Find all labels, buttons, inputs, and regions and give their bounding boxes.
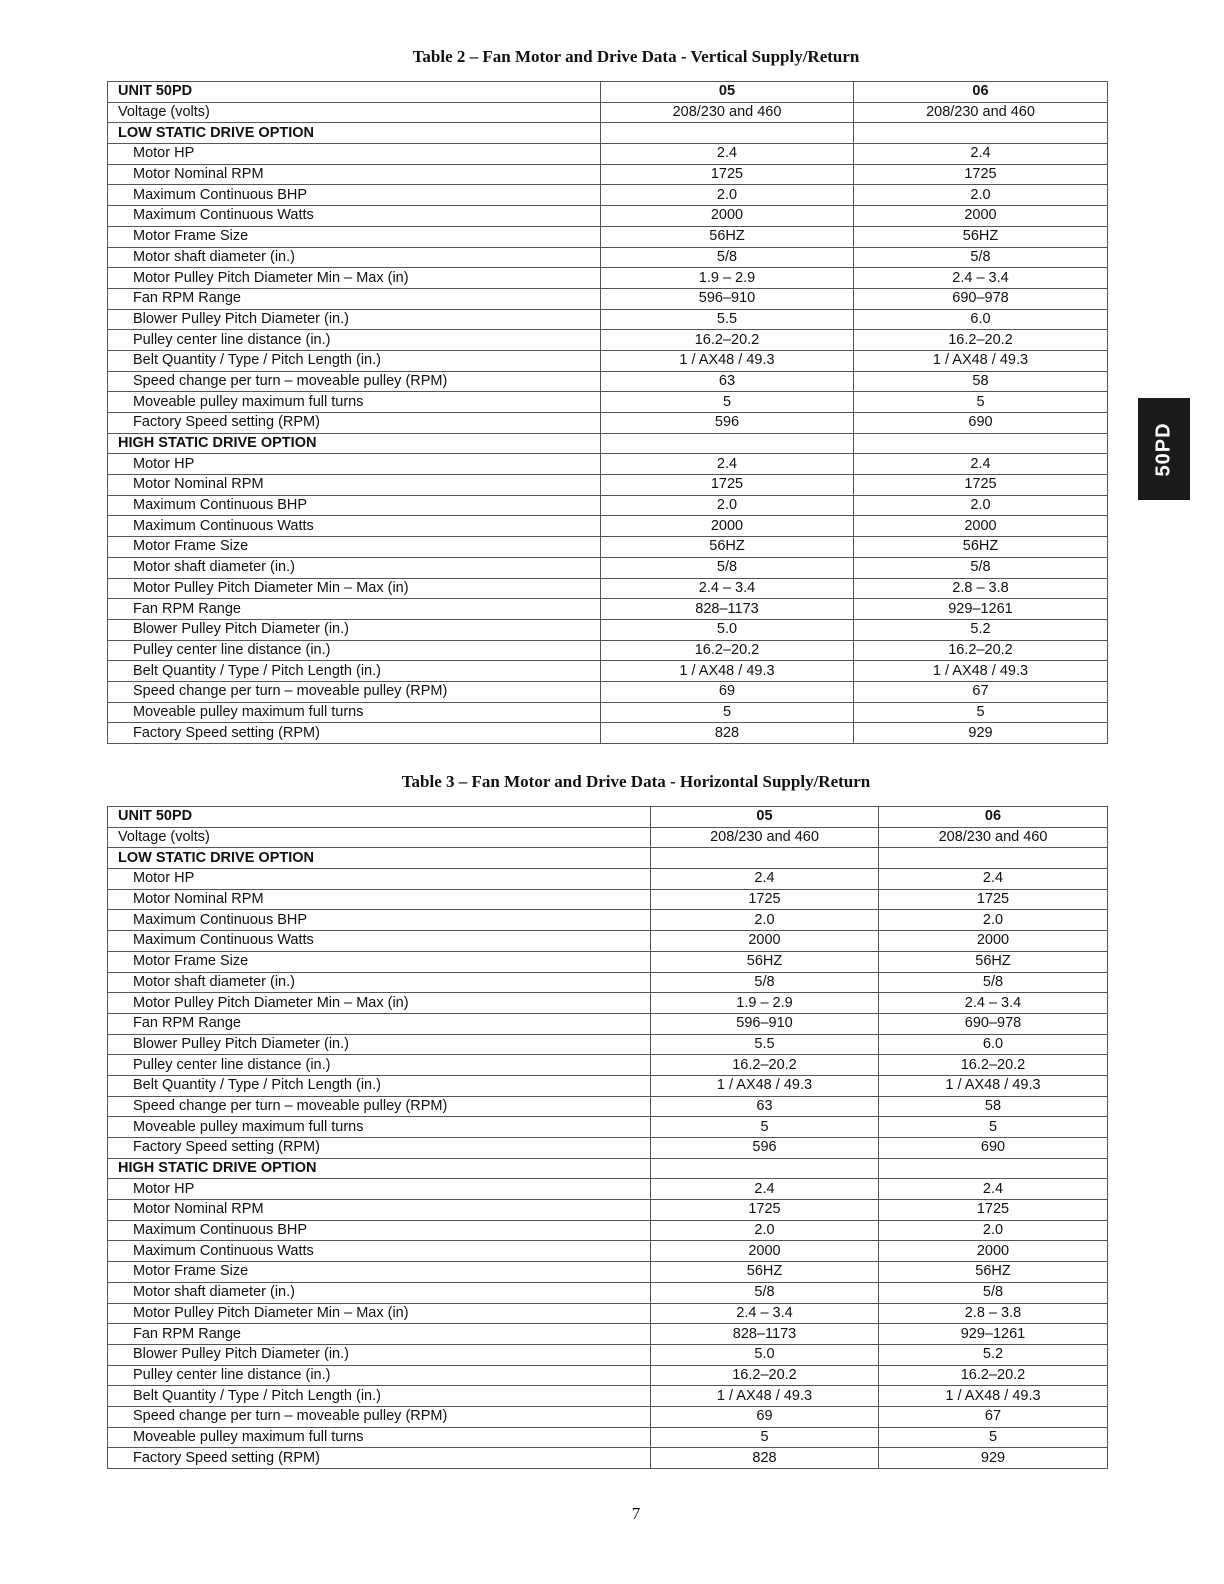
table-row — [108, 1179, 1108, 1200]
header-unit-cell: UNIT 50PD — [108, 82, 601, 103]
row-value-05: 56HZ — [601, 537, 854, 558]
row-value-06: 5 — [879, 1427, 1108, 1448]
table-row — [108, 330, 1108, 351]
row-value-05: 596–910 — [651, 1013, 879, 1034]
row-value-06: 2.4 — [854, 454, 1108, 475]
row-value-06: 2000 — [879, 1241, 1108, 1262]
table-2-title: Table 2 – Fan Motor and Drive Data - Vertical Supply/Return — [412, 47, 860, 66]
table-row — [108, 1282, 1108, 1303]
row-label: Motor Nominal RPM — [108, 1200, 651, 1221]
row-value-06: 2.4 – 3.4 — [854, 268, 1108, 289]
row-label: Pulley center line distance (in.) — [108, 1055, 651, 1076]
section-blank-06 — [854, 433, 1108, 454]
row-value-05: 1.9 – 2.9 — [651, 993, 879, 1014]
table-header-row — [108, 82, 1108, 103]
row-label: Motor HP — [108, 869, 651, 890]
row-value-05: 1 / AX48 / 49.3 — [601, 661, 854, 682]
row-label: Belt Quantity / Type / Pitch Length (in.) — [108, 1075, 651, 1096]
row-label: Motor HP — [108, 144, 601, 165]
row-value-05: 1725 — [651, 1200, 879, 1221]
table-2-vertical — [107, 81, 1108, 744]
side-tab-label: 50PD — [1152, 421, 1175, 477]
table-row — [108, 495, 1108, 516]
row-value-05: 16.2–20.2 — [601, 640, 854, 661]
row-value-06: 1725 — [854, 475, 1108, 496]
row-label: Moveable pulley maximum full turns — [108, 1427, 651, 1448]
row-value-05: 16.2–20.2 — [651, 1365, 879, 1386]
row-label: Motor shaft diameter (in.) — [108, 557, 601, 578]
row-label: Maximum Continuous Watts — [108, 931, 651, 952]
row-value-05: 1 / AX48 / 49.3 — [601, 350, 854, 371]
row-label: Motor Nominal RPM — [108, 475, 601, 496]
row-label: Blower Pulley Pitch Diameter (in.) — [108, 1344, 651, 1365]
row-value-05: 16.2–20.2 — [601, 330, 854, 351]
row-value-06: 2000 — [879, 931, 1108, 952]
table-row — [108, 1055, 1108, 1076]
row-value-05: 69 — [601, 681, 854, 702]
section-header-row — [108, 433, 1108, 454]
row-value-05: 2.4 – 3.4 — [601, 578, 854, 599]
row-value-06: 1 / AX48 / 49.3 — [879, 1386, 1108, 1407]
row-label: Fan RPM Range — [108, 288, 601, 309]
row-value-05: 5 — [601, 392, 854, 413]
row-value-05: 2.0 — [651, 1220, 879, 1241]
table-row — [108, 1117, 1108, 1138]
section-blank-06 — [854, 123, 1108, 144]
voltage-value-06: 208/230 and 460 — [854, 102, 1108, 123]
row-label: Moveable pulley maximum full turns — [108, 392, 601, 413]
row-label: Pulley center line distance (in.) — [108, 1365, 651, 1386]
voltage-label: Voltage (volts) — [108, 827, 651, 848]
row-label: Motor HP — [108, 454, 601, 475]
table-row — [108, 144, 1108, 165]
header-col-06: 06 — [854, 82, 1108, 103]
table-row — [108, 1303, 1108, 1324]
row-value-06: 16.2–20.2 — [854, 640, 1108, 661]
row-value-06: 5.2 — [879, 1344, 1108, 1365]
table-header-row — [108, 807, 1108, 828]
row-value-05: 2.4 — [601, 454, 854, 475]
table-row — [108, 1448, 1108, 1469]
table-row — [108, 951, 1108, 972]
row-value-05: 56HZ — [651, 1262, 879, 1283]
section-title: HIGH STATIC DRIVE OPTION — [108, 433, 601, 454]
row-value-05: 2.0 — [601, 495, 854, 516]
table-row — [108, 226, 1108, 247]
row-value-05: 1725 — [601, 475, 854, 496]
table-row — [108, 309, 1108, 330]
row-value-06: 2.8 – 3.8 — [854, 578, 1108, 599]
table-row — [108, 1427, 1108, 1448]
row-value-05: 1 / AX48 / 49.3 — [651, 1075, 879, 1096]
table-row — [108, 972, 1108, 993]
row-value-05: 2.4 — [651, 1179, 879, 1200]
section-title: LOW STATIC DRIVE OPTION — [108, 848, 651, 869]
row-value-05: 2000 — [601, 516, 854, 537]
row-label: Motor shaft diameter (in.) — [108, 1282, 651, 1303]
row-value-06: 2.4 — [879, 869, 1108, 890]
table-row — [108, 1138, 1108, 1159]
row-value-06: 2000 — [854, 206, 1108, 227]
row-label: Fan RPM Range — [108, 1013, 651, 1034]
header-col-05: 05 — [601, 82, 854, 103]
table-row — [108, 910, 1108, 931]
row-label: Belt Quantity / Type / Pitch Length (in.) — [108, 350, 601, 371]
row-value-05: 63 — [651, 1096, 879, 1117]
section-header-row — [108, 848, 1108, 869]
row-value-06: 56HZ — [854, 537, 1108, 558]
row-value-05: 2.0 — [651, 910, 879, 931]
row-label: Motor Pulley Pitch Diameter Min – Max (in) — [108, 578, 601, 599]
row-value-06: 5.2 — [854, 619, 1108, 640]
row-label: Maximum Continuous Watts — [108, 206, 601, 227]
table-row — [108, 1013, 1108, 1034]
table-row — [108, 413, 1108, 434]
row-label: Motor Pulley Pitch Diameter Min – Max (in) — [108, 993, 651, 1014]
voltage-row — [108, 102, 1108, 123]
row-value-05: 2000 — [601, 206, 854, 227]
table-row — [108, 288, 1108, 309]
row-value-05: 56HZ — [601, 226, 854, 247]
row-label: Motor Pulley Pitch Diameter Min – Max (in) — [108, 268, 601, 289]
table-row — [108, 206, 1108, 227]
row-value-06: 67 — [879, 1406, 1108, 1427]
row-value-06: 5/8 — [879, 1282, 1108, 1303]
row-value-05: 5/8 — [651, 972, 879, 993]
row-value-05: 1725 — [601, 164, 854, 185]
section-blank-06 — [879, 1158, 1108, 1179]
row-label: Blower Pulley Pitch Diameter (in.) — [108, 309, 601, 330]
row-value-05: 596–910 — [601, 288, 854, 309]
row-value-06: 1725 — [854, 164, 1108, 185]
row-label: Maximum Continuous BHP — [108, 1220, 651, 1241]
row-value-05: 5 — [601, 702, 854, 723]
row-label: Speed change per turn – moveable pulley (RPM) — [108, 681, 601, 702]
row-value-06: 6.0 — [854, 309, 1108, 330]
row-value-05: 2.4 — [601, 144, 854, 165]
row-value-06: 2000 — [854, 516, 1108, 537]
row-label: Maximum Continuous BHP — [108, 910, 651, 931]
row-value-06: 929 — [879, 1448, 1108, 1469]
row-label: Motor Nominal RPM — [108, 889, 651, 910]
section-blank-05 — [651, 1158, 879, 1179]
row-label: Pulley center line distance (in.) — [108, 640, 601, 661]
row-value-06: 16.2–20.2 — [879, 1055, 1108, 1076]
row-value-06: 5 — [879, 1117, 1108, 1138]
section-title: LOW STATIC DRIVE OPTION — [108, 123, 601, 144]
row-value-06: 690–978 — [854, 288, 1108, 309]
row-value-06: 2.0 — [879, 1220, 1108, 1241]
table-row — [108, 1262, 1108, 1283]
row-label: Motor Frame Size — [108, 1262, 651, 1283]
row-value-05: 828–1173 — [651, 1324, 879, 1345]
voltage-value-05: 208/230 and 460 — [651, 827, 879, 848]
row-label: Pulley center line distance (in.) — [108, 330, 601, 351]
row-label: Speed change per turn – moveable pulley (RPM) — [108, 1406, 651, 1427]
row-value-06: 1 / AX48 / 49.3 — [854, 350, 1108, 371]
row-label: Speed change per turn – moveable pulley (RPM) — [108, 1096, 651, 1117]
row-value-06: 56HZ — [854, 226, 1108, 247]
row-value-06: 929 — [854, 723, 1108, 744]
header-col-06: 06 — [879, 807, 1108, 828]
row-label: Motor Pulley Pitch Diameter Min – Max (in) — [108, 1303, 651, 1324]
table-row — [108, 1200, 1108, 1221]
table-row — [108, 1241, 1108, 1262]
row-label: Motor Frame Size — [108, 537, 601, 558]
section-header-row — [108, 1158, 1108, 1179]
section-blank-05 — [601, 123, 854, 144]
table-row — [108, 1075, 1108, 1096]
row-value-06: 1725 — [879, 1200, 1108, 1221]
row-value-05: 5/8 — [601, 247, 854, 268]
row-value-06: 5 — [854, 392, 1108, 413]
row-value-06: 5/8 — [854, 247, 1108, 268]
table-row — [108, 537, 1108, 558]
section-blank-06 — [879, 848, 1108, 869]
row-label: Motor Nominal RPM — [108, 164, 601, 185]
row-value-05: 2000 — [651, 931, 879, 952]
row-value-06: 2.0 — [854, 495, 1108, 516]
table-row — [108, 723, 1108, 744]
row-value-05: 1725 — [651, 889, 879, 910]
row-value-05: 828 — [651, 1448, 879, 1469]
row-value-06: 5/8 — [854, 557, 1108, 578]
row-label: Motor Frame Size — [108, 951, 651, 972]
page-number: 7 — [631, 1504, 641, 1523]
table-row — [108, 516, 1108, 537]
row-value-05: 69 — [651, 1406, 879, 1427]
table-row — [108, 247, 1108, 268]
row-label: Fan RPM Range — [108, 599, 601, 620]
row-label: Fan RPM Range — [108, 1324, 651, 1345]
table-row — [108, 1034, 1108, 1055]
table-3-title: Table 3 – Fan Motor and Drive Data - Horizontal Supply/Return — [401, 772, 871, 791]
row-value-05: 1.9 – 2.9 — [601, 268, 854, 289]
section-blank-05 — [651, 848, 879, 869]
row-label: Moveable pulley maximum full turns — [108, 702, 601, 723]
row-value-05: 5/8 — [651, 1282, 879, 1303]
table-row — [108, 640, 1108, 661]
row-value-06: 5/8 — [879, 972, 1108, 993]
table-row — [108, 1220, 1108, 1241]
voltage-label: Voltage (volts) — [108, 102, 601, 123]
row-value-06: 1725 — [879, 889, 1108, 910]
row-value-06: 2.0 — [879, 910, 1108, 931]
row-value-06: 929–1261 — [879, 1324, 1108, 1345]
table-row — [108, 931, 1108, 952]
row-label: Factory Speed setting (RPM) — [108, 1138, 651, 1159]
row-value-05: 596 — [651, 1138, 879, 1159]
row-label: Maximum Continuous Watts — [108, 1241, 651, 1262]
row-value-06: 5 — [854, 702, 1108, 723]
table-row — [108, 702, 1108, 723]
row-value-06: 2.4 — [854, 144, 1108, 165]
row-value-05: 56HZ — [651, 951, 879, 972]
table-row — [108, 889, 1108, 910]
table-row — [108, 268, 1108, 289]
row-value-06: 16.2–20.2 — [879, 1365, 1108, 1386]
row-value-05: 5.5 — [651, 1034, 879, 1055]
row-value-06: 56HZ — [879, 1262, 1108, 1283]
table-row — [108, 619, 1108, 640]
row-value-05: 828–1173 — [601, 599, 854, 620]
row-value-06: 56HZ — [879, 951, 1108, 972]
voltage-value-05: 208/230 and 460 — [601, 102, 854, 123]
row-value-06: 690–978 — [879, 1013, 1108, 1034]
row-value-06: 1 / AX48 / 49.3 — [854, 661, 1108, 682]
table-row — [108, 1365, 1108, 1386]
table-row — [108, 578, 1108, 599]
row-value-06: 2.8 – 3.8 — [879, 1303, 1108, 1324]
row-value-05: 2000 — [651, 1241, 879, 1262]
row-value-05: 5 — [651, 1117, 879, 1138]
table-row — [108, 1386, 1108, 1407]
row-label: Factory Speed setting (RPM) — [108, 413, 601, 434]
row-value-05: 2.4 — [651, 869, 879, 890]
row-value-05: 1 / AX48 / 49.3 — [651, 1386, 879, 1407]
table-row — [108, 1096, 1108, 1117]
table-row — [108, 993, 1108, 1014]
row-value-05: 2.4 – 3.4 — [651, 1303, 879, 1324]
table-row — [108, 1406, 1108, 1427]
table-row — [108, 681, 1108, 702]
row-value-06: 2.0 — [854, 185, 1108, 206]
table-3-horizontal — [107, 806, 1108, 1469]
header-unit-cell: UNIT 50PD — [108, 807, 651, 828]
row-value-06: 1 / AX48 / 49.3 — [879, 1075, 1108, 1096]
row-value-06: 16.2–20.2 — [854, 330, 1108, 351]
row-label: Motor Frame Size — [108, 226, 601, 247]
row-value-05: 5/8 — [601, 557, 854, 578]
table-row — [108, 869, 1108, 890]
row-value-05: 5.0 — [601, 619, 854, 640]
header-col-05: 05 — [651, 807, 879, 828]
row-label: Belt Quantity / Type / Pitch Length (in.) — [108, 1386, 651, 1407]
table-row — [108, 1344, 1108, 1365]
row-value-06: 67 — [854, 681, 1108, 702]
row-label: Motor shaft diameter (in.) — [108, 247, 601, 268]
table-row — [108, 371, 1108, 392]
row-label: Moveable pulley maximum full turns — [108, 1117, 651, 1138]
row-value-05: 5.5 — [601, 309, 854, 330]
row-label: Factory Speed setting (RPM) — [108, 1448, 651, 1469]
voltage-row — [108, 827, 1108, 848]
row-value-06: 929–1261 — [854, 599, 1108, 620]
row-label: Maximum Continuous BHP — [108, 185, 601, 206]
row-value-06: 58 — [879, 1096, 1108, 1117]
voltage-value-06: 208/230 and 460 — [879, 827, 1108, 848]
table-row — [108, 661, 1108, 682]
row-label: Speed change per turn – moveable pulley (RPM) — [108, 371, 601, 392]
row-label: Blower Pulley Pitch Diameter (in.) — [108, 619, 601, 640]
table-row — [108, 557, 1108, 578]
table-row — [108, 350, 1108, 371]
table-row — [108, 454, 1108, 475]
section-header-row — [108, 123, 1108, 144]
table-row — [108, 1324, 1108, 1345]
row-label: Maximum Continuous BHP — [108, 495, 601, 516]
row-value-05: 16.2–20.2 — [651, 1055, 879, 1076]
row-label: Belt Quantity / Type / Pitch Length (in.) — [108, 661, 601, 682]
row-value-05: 2.0 — [601, 185, 854, 206]
side-tab-50pd — [1138, 398, 1190, 500]
table-row — [108, 599, 1108, 620]
row-value-05: 596 — [601, 413, 854, 434]
row-value-06: 690 — [854, 413, 1108, 434]
table-row — [108, 185, 1108, 206]
row-label: Maximum Continuous Watts — [108, 516, 601, 537]
row-value-05: 5 — [651, 1427, 879, 1448]
row-value-05: 5.0 — [651, 1344, 879, 1365]
section-title: HIGH STATIC DRIVE OPTION — [108, 1158, 651, 1179]
row-label: Motor HP — [108, 1179, 651, 1200]
row-value-06: 58 — [854, 371, 1108, 392]
row-value-05: 63 — [601, 371, 854, 392]
row-label: Motor shaft diameter (in.) — [108, 972, 651, 993]
row-value-06: 6.0 — [879, 1034, 1108, 1055]
table-row — [108, 475, 1108, 496]
row-value-06: 2.4 — [879, 1179, 1108, 1200]
row-value-05: 828 — [601, 723, 854, 744]
table-row — [108, 164, 1108, 185]
table-row — [108, 392, 1108, 413]
row-value-06: 690 — [879, 1138, 1108, 1159]
row-label: Blower Pulley Pitch Diameter (in.) — [108, 1034, 651, 1055]
row-value-06: 2.4 – 3.4 — [879, 993, 1108, 1014]
section-blank-05 — [601, 433, 854, 454]
row-label: Factory Speed setting (RPM) — [108, 723, 601, 744]
